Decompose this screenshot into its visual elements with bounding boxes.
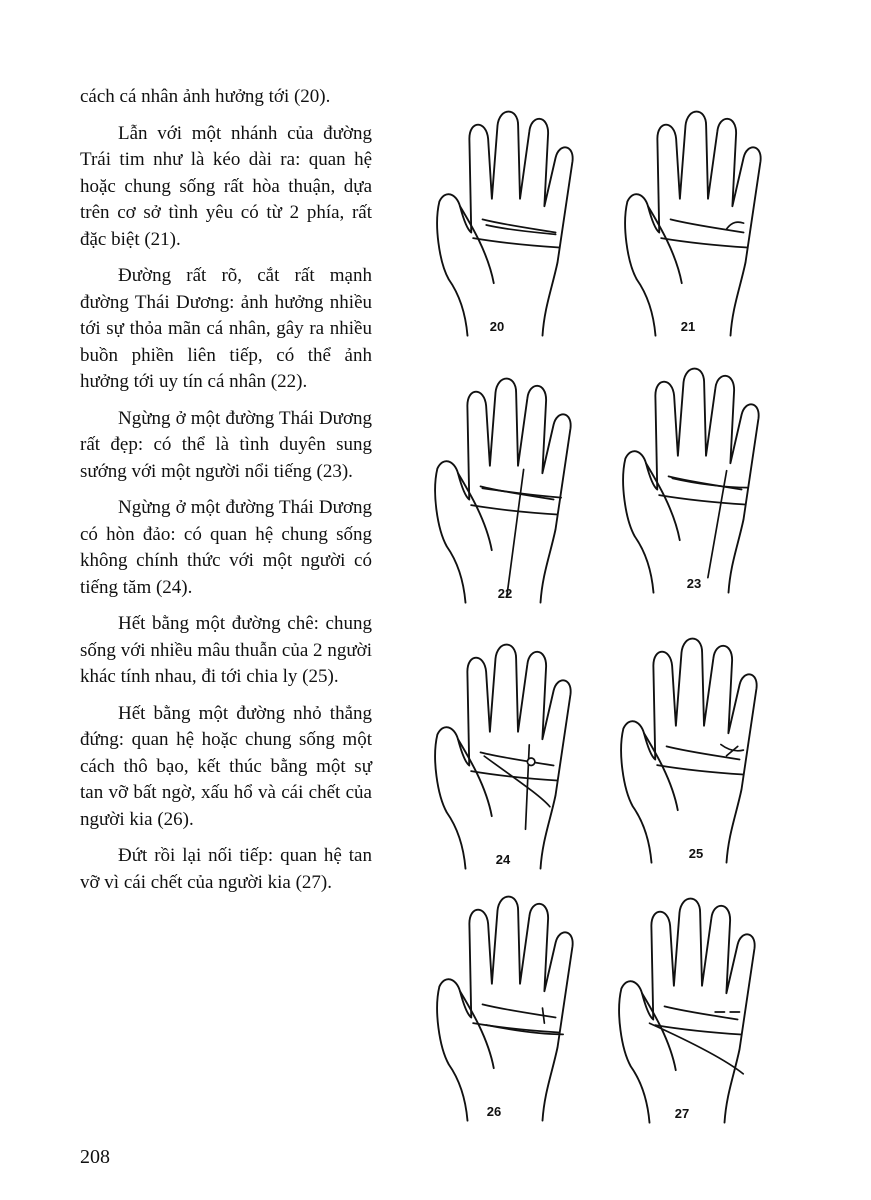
figure-label-22: 22 [497, 586, 513, 601]
hand-figure-25 [614, 622, 764, 882]
thumb-crease [648, 206, 682, 283]
head-line [655, 1025, 741, 1034]
thumb-crease [642, 993, 676, 1070]
figure-label-27: 27 [674, 1106, 690, 1121]
body-text-column [80, 84, 372, 906]
thumb-crease [460, 206, 494, 283]
hand-drawing-27 [612, 882, 762, 1142]
hand-drawing-26 [430, 880, 580, 1140]
marriage-line-mark-1 [527, 758, 535, 766]
palm-lines [471, 745, 557, 829]
heart-line [481, 752, 554, 765]
paragraph-26: Hết bằng một đường nhỏ thẳng đứng: quan hệ hoặc chung sống một cách thô bạo, kết thúc bằng một sự tan vỡ bất ngờ, xấu hổ và cái chết của người kia (26). [80, 702, 372, 830]
head-line [659, 495, 745, 504]
hand-drawing-23 [616, 352, 766, 612]
paragraph-23: Ngừng ở một đường Thái Dương rất đẹp: có thể là tình duyên sung sướng với một người nổi tiếng (23). [80, 407, 372, 482]
head-line [471, 771, 557, 780]
head-line [473, 238, 559, 247]
figure-label-26: 26 [486, 1104, 502, 1119]
hand-figure-21 [618, 95, 768, 355]
figure-label-24: 24 [495, 852, 511, 867]
figure-label-20: 20 [489, 319, 505, 334]
paragraph-27: Đứt rồi lại nối tiếp: quan hệ tan vỡ vì cái chết của người kia (27). [80, 845, 372, 893]
head-line [471, 505, 557, 514]
thumb-crease [646, 463, 680, 540]
hand-drawing-24 [428, 628, 578, 888]
hand-drawing-25 [614, 622, 764, 882]
head-line [657, 765, 743, 774]
hand-figure-24 [428, 628, 578, 888]
marriage-line-mark-0 [721, 745, 744, 751]
hand-figure-27 [612, 882, 762, 1142]
marriage-line-mark-0 [543, 1008, 545, 1023]
page-number: 208 [80, 1146, 110, 1168]
heart-line [483, 1004, 556, 1017]
paragraph-25: Hết bằng một đường chê: chung sống với nhiều mâu thuẫn của 2 người khác tính nhau, đi tới chia ly (25). [80, 613, 372, 687]
hand-figure-20 [430, 95, 580, 355]
palm-lines [473, 219, 559, 247]
figure-label-25: 25 [688, 846, 704, 861]
hand-figure-26 [430, 880, 580, 1140]
thumb-crease [460, 991, 494, 1068]
marriage-line-mark-0 [507, 470, 524, 598]
figure-label-21: 21 [680, 319, 696, 334]
hand-drawing-22 [428, 362, 578, 622]
marriage-line-mark-0 [727, 222, 744, 229]
palm-lines [473, 1004, 563, 1034]
hand-figure-22 [428, 362, 578, 622]
palm-lines [657, 745, 743, 775]
head-line [661, 238, 747, 247]
palm-lines [650, 1006, 744, 1074]
thumb-crease [458, 739, 492, 816]
paragraph-21: Lẫn với một nhánh của đường Trái tim như là kéo dài ra: quan hệ hoặc chung sống rất hòa thuận, dựa trên cơ sở tình yêu có từ 2 phía, rất đặc biệt (21). [80, 122, 372, 250]
thumb-crease [644, 733, 678, 810]
hand-drawing-20 [430, 95, 580, 355]
thumb-crease [458, 473, 492, 550]
heart-line [665, 1006, 738, 1019]
hand-figure-23 [616, 352, 766, 612]
palm-lines [471, 470, 561, 598]
paragraph-22: Đường rất rõ, cắt rất mạnh đường Thái Dương: ảnh hưởng nhiều tới sự thỏa mãn cá nhân, gây ra nhiều buồn phiền liên tiếp, có thể ảnh hưởng tới uy tín cá nhân (22). [80, 265, 372, 392]
heart-line [671, 219, 744, 232]
paragraph-24: Ngừng ở một đường Thái Dương có hòn đảo: có quan hệ chung sống không chính thức với một người có tiếng tăm (24). [80, 497, 372, 598]
palm-lines [661, 219, 747, 247]
figure-label-23: 23 [686, 576, 702, 591]
paragraph-20: cách cá nhân ảnh hưởng tới (20). [80, 86, 331, 107]
hand-drawing-21 [618, 95, 768, 355]
